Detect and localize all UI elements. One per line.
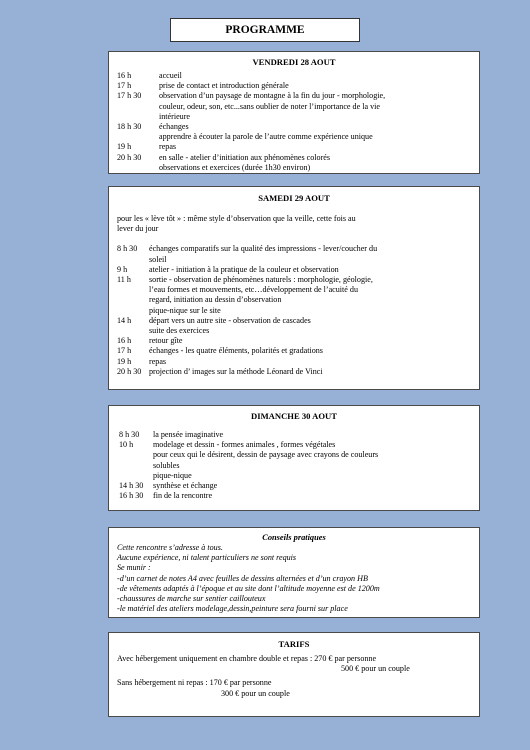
- schedule-time: 17 h: [117, 346, 132, 356]
- schedule-line: échanges - les quatre éléments, polarités et gradations: [149, 346, 323, 356]
- schedule-line: intérieure: [159, 111, 191, 121]
- schedule-line: observations et exercices (durée 1h30 environ): [159, 162, 311, 172]
- schedule-line: échanges comparatifs sur la qualité des impressions - lever/coucher du: [149, 244, 378, 254]
- schedule-line: fin de la rencontre: [153, 491, 213, 501]
- conseils-line-3: Se munir :: [117, 563, 151, 573]
- schedule-description: [149, 346, 471, 356]
- conseils-header: Conseils pratiques: [262, 533, 326, 542]
- vendredi-header: VENDREDI 28 AOUT: [252, 57, 336, 67]
- schedule-row: [117, 357, 471, 367]
- schedule-time: 8 h 30: [117, 244, 138, 254]
- schedule-time: 17 h 30: [117, 91, 142, 101]
- schedule-line: projection d’ images sur la méthode Léonard de Vinci: [149, 366, 323, 376]
- schedule-line: pique-nique sur le site: [149, 305, 221, 315]
- conseils-line-4: -d’un carnet de notes A4 avec feuilles de dessins alternées et d’un crayon HB: [117, 573, 368, 583]
- schedule-time: 16 h: [117, 336, 132, 346]
- schedule-time: 16 h 30: [119, 491, 144, 501]
- schedule-row: [117, 316, 471, 336]
- schedule-description: [159, 153, 471, 173]
- schedule-description: [159, 71, 471, 81]
- schedule-time: 14 h: [117, 315, 132, 325]
- schedule-row: [117, 153, 471, 173]
- schedule-row: [117, 367, 471, 377]
- schedule-line: suite des exercices: [149, 326, 210, 336]
- schedule-time: 19 h: [117, 142, 132, 152]
- samedi-intro-line-2: lever du jour: [117, 224, 159, 234]
- schedule-description: [153, 491, 471, 501]
- schedule-time: 20 h 30: [117, 366, 142, 376]
- schedule-description: [149, 265, 471, 275]
- schedule-row: [117, 265, 471, 275]
- samedi-schedule: [117, 244, 471, 377]
- schedule-time: 9 h: [117, 264, 128, 274]
- schedule-line: repas: [149, 356, 167, 366]
- schedule-line: modelage et dessin - formes animales , formes végétales: [153, 440, 336, 450]
- schedule-description: [153, 430, 471, 440]
- page-title: PROGRAMME: [170, 18, 360, 42]
- samedi-header: SAMEDI 29 AOUT: [258, 193, 330, 203]
- vendredi-schedule: [117, 71, 471, 173]
- schedule-line: repas: [159, 142, 177, 152]
- schedule-line: pour ceux qui le désirent, dessin de paysage avec crayons de couleurs: [153, 450, 379, 460]
- schedule-line: synthèse et échange: [153, 481, 218, 491]
- schedule-line: soleil: [149, 254, 167, 264]
- schedule-line: couleur, odeur, son, etc...sans oublier de noter l’importance de la vie: [159, 101, 380, 111]
- schedule-line: l’eau formes et mouvements, etc…développement de l’acuité du: [149, 285, 359, 295]
- schedule-row: [117, 122, 471, 142]
- schedule-description: [149, 367, 471, 377]
- schedule-time: 18 h 30: [117, 122, 142, 132]
- dimanche-box: [108, 405, 480, 511]
- schedule-line: départ vers un autre site - observation de cascades: [149, 315, 311, 325]
- schedule-row: [119, 430, 471, 440]
- conseils-box: [108, 527, 480, 618]
- schedule-line: atelier - initiation à la pratique de la couleur et observation: [149, 264, 339, 274]
- schedule-line: apprendre à écouter la parole de l’autre comme expérience unique: [159, 132, 373, 142]
- conseils-line-5: -de vêtements adaptés à l’époque et au site dont l’altitude moyenne est de 1200m: [117, 583, 380, 593]
- schedule-description: [153, 440, 471, 481]
- schedule-row: [117, 336, 471, 346]
- schedule-line: observation d’un paysage de montagne à la fin du jour - morphologie,: [159, 91, 386, 101]
- schedule-time: 16 h: [117, 71, 132, 80]
- schedule-time: 17 h: [117, 81, 132, 91]
- schedule-line: retour gîte: [149, 336, 183, 346]
- schedule-line: regard, initiation au dessin d’observation: [149, 295, 282, 305]
- tarifs-line-1: Avec hébergement uniquement en chambre double et repas : 270 € par personne: [117, 654, 377, 663]
- schedule-line: sortie - observation de phénomènes naturels : morphologie, géologie,: [149, 275, 373, 285]
- schedule-time: 14 h 30: [119, 481, 144, 491]
- schedule-description: [149, 357, 471, 367]
- tarifs-line-2: 500 € pour un couple: [341, 664, 410, 674]
- schedule-row: [117, 91, 471, 122]
- schedule-line: échanges: [159, 122, 189, 132]
- samedi-intro-line-1: pour les « lève tôt » : même style d’observation que la veille, cette fois au: [117, 214, 356, 223]
- schedule-description: [149, 316, 471, 336]
- tarifs-box: [108, 632, 480, 717]
- dimanche-schedule: [117, 430, 471, 501]
- tarifs-line-4: 300 € pour un couple: [221, 688, 290, 698]
- schedule-time: 10 h: [119, 440, 134, 450]
- schedule-line: prise de contact et introduction générale: [159, 81, 289, 91]
- schedule-description: [159, 122, 471, 142]
- schedule-row: [117, 275, 471, 316]
- schedule-time: 19 h: [117, 356, 132, 366]
- samedi-box: [108, 186, 480, 390]
- schedule-row: [117, 142, 471, 152]
- schedule-description: [149, 244, 471, 264]
- conseils-line-6: -chaussures de marche sur sentier caillouteux: [117, 594, 266, 604]
- dimanche-header: DIMANCHE 30 AOUT: [251, 411, 337, 421]
- schedule-time: 20 h 30: [117, 152, 142, 162]
- schedule-description: [159, 91, 471, 122]
- conseils-line-1: Cette rencontre s’adresse à tous.: [117, 543, 223, 552]
- tarifs-line-3: Sans hébergement ni repas : 170 € par personne: [117, 678, 272, 688]
- schedule-line: la pensée imaginative: [153, 430, 224, 439]
- schedule-line: pique-nique: [153, 470, 192, 480]
- schedule-line: accueil: [159, 71, 182, 80]
- schedule-description: [159, 142, 471, 152]
- conseils-line-2: Aucune expérience, ni talent particuliers ne sont requis: [117, 553, 297, 563]
- schedule-line: solubles: [153, 460, 180, 470]
- schedule-row: [119, 440, 471, 481]
- schedule-description: [159, 81, 471, 91]
- schedule-row: [117, 71, 471, 81]
- schedule-description: [149, 275, 471, 316]
- schedule-row: [119, 491, 471, 501]
- schedule-row: [119, 481, 471, 491]
- vendredi-box: [108, 51, 480, 174]
- tarifs-header: TARIFS: [278, 639, 310, 649]
- schedule-time: 8 h 30: [119, 430, 140, 439]
- schedule-description: [149, 336, 471, 346]
- schedule-row: [117, 81, 471, 91]
- conseils-line-7: -le matériel des ateliers modelage,dessin,peinture sera fourni sur place: [117, 604, 348, 614]
- schedule-row: [117, 244, 471, 264]
- schedule-row: [117, 346, 471, 356]
- schedule-time: 11 h: [117, 275, 131, 285]
- schedule-line: en salle - atelier d’initiation aux phénomènes colorés: [159, 152, 331, 162]
- schedule-description: [153, 481, 471, 491]
